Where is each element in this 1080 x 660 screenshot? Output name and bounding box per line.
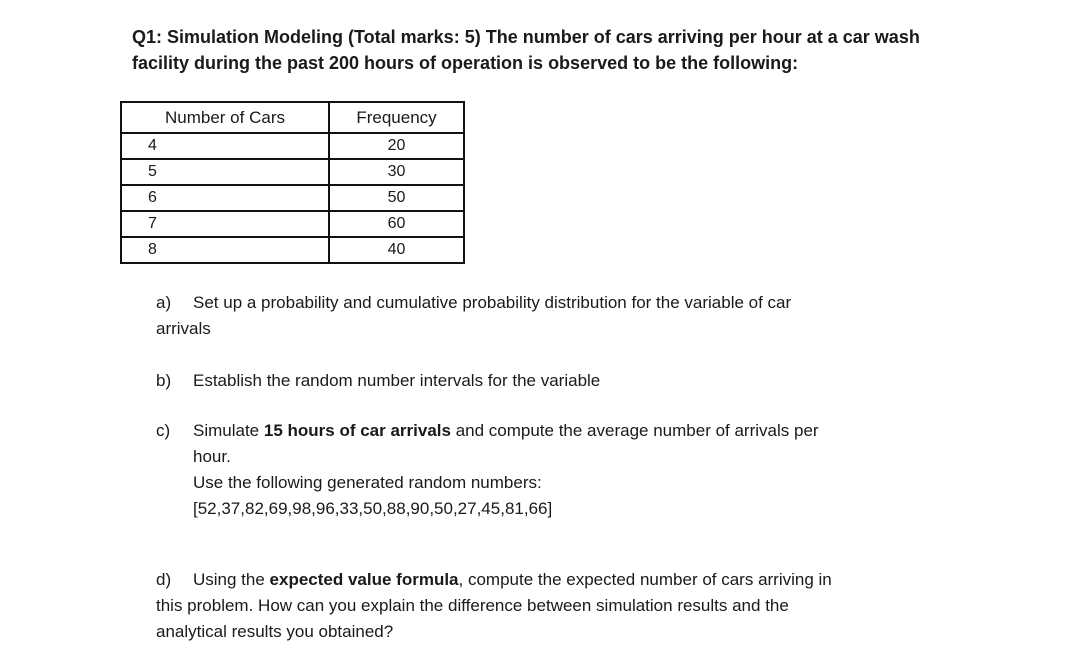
part-c-label: c) bbox=[156, 421, 171, 440]
part-a-text: Set up a probability and cumulative probability distribution for the variable of car bbox=[193, 293, 792, 312]
table-row bbox=[121, 237, 464, 263]
part-c bbox=[156, 418, 819, 522]
header-number-of-cars: Number of Cars bbox=[121, 102, 329, 133]
part-d-pre: Using the bbox=[193, 570, 270, 589]
part-d-label: d) bbox=[156, 570, 172, 589]
cars-cell: 7 bbox=[121, 211, 329, 237]
cars-cell: 4 bbox=[121, 133, 329, 159]
part-b bbox=[156, 368, 600, 394]
table-row bbox=[121, 133, 464, 159]
table-row bbox=[121, 211, 464, 237]
cars-cell: 8 bbox=[121, 237, 329, 263]
part-d-line-3: analytical results you obtained? bbox=[156, 622, 394, 641]
cars-cell: 6 bbox=[121, 185, 329, 211]
part-c-line-3: Use the following generated random numbers: bbox=[193, 473, 542, 492]
part-c-pre: Simulate bbox=[193, 421, 264, 440]
frequency-table bbox=[120, 101, 465, 264]
part-d-post: , compute the expected number of cars arriving in bbox=[458, 570, 832, 589]
part-d-line-2: this problem. How can you explain the difference between simulation results and the bbox=[156, 596, 789, 615]
frequency-cell: 20 bbox=[329, 133, 464, 159]
frequency-cell: 40 bbox=[329, 237, 464, 263]
cars-cell: 5 bbox=[121, 159, 329, 185]
part-a-text-2: arrivals bbox=[156, 319, 211, 338]
part-c-post: and compute the average number of arrivals per bbox=[450, 421, 819, 440]
random-numbers: [52,37,82,69,98,96,33,50,88,90,50,27,45,81,66] bbox=[193, 499, 553, 518]
part-b-text: Establish the random number intervals for the variable bbox=[193, 371, 601, 390]
question-title: Q1: Simulation Modeling (Total marks: 5) The number of cars arriving per hour at a car wash facility during the past 200 hours of operation is observed to be the following: bbox=[132, 27, 920, 73]
part-c-bold: 15 hours of car arrivals bbox=[263, 421, 451, 440]
part-a-label: a) bbox=[156, 293, 172, 312]
frequency-cell: 30 bbox=[329, 159, 464, 185]
part-a bbox=[156, 290, 791, 342]
header-frequency: Frequency bbox=[329, 102, 464, 133]
part-d bbox=[156, 567, 832, 645]
part-d-bold: expected value formula bbox=[269, 570, 459, 589]
table-row bbox=[121, 159, 464, 185]
part-c-line-2: hour. bbox=[193, 447, 231, 466]
frequency-cell: 60 bbox=[329, 211, 464, 237]
frequency-cell: 50 bbox=[329, 185, 464, 211]
table-row bbox=[121, 185, 464, 211]
part-b-label: b) bbox=[156, 371, 172, 390]
